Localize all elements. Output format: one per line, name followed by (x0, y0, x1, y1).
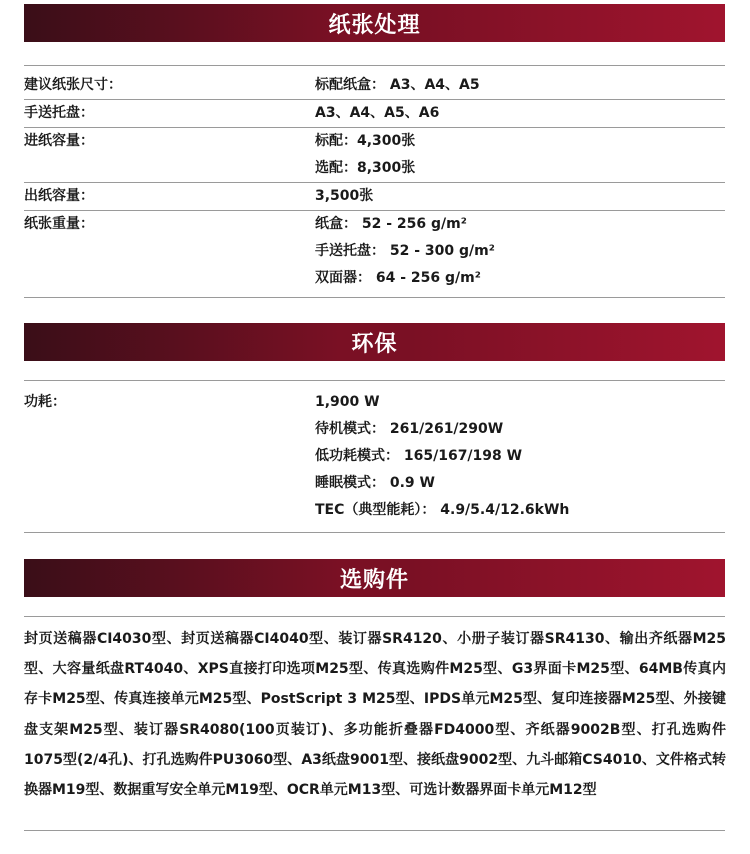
spec-row-output-capacity (24, 183, 725, 210)
section-divider (24, 532, 725, 533)
section-banner-paper (24, 4, 725, 42)
spec-row-bypass-tray (24, 100, 725, 127)
section-banner-options (24, 559, 725, 597)
spec-values (315, 211, 725, 292)
spec-value: A3、A4、A5、A6 (315, 105, 440, 121)
spec-values (315, 128, 725, 182)
spec-value: TEC（典型能耗）： 4.9/5.4/12.6kWh (315, 502, 570, 518)
section-divider (24, 616, 725, 617)
spec-value: 纸盒： 52 - 256 g/m² (315, 216, 467, 232)
section-title-eco: 环保 (351, 331, 398, 357)
spec-value: 双面器： 64 - 256 g/m² (315, 270, 481, 286)
spec-label: 建议纸张尺寸： (24, 77, 122, 93)
section-title-paper: 纸张处理 (328, 12, 421, 38)
spec-value: 手送托盘： 52 - 300 g/m² (315, 243, 495, 259)
section-title-options: 选购件 (339, 567, 409, 593)
section-banner-eco (24, 323, 725, 361)
spec-row-input-capacity (24, 128, 725, 182)
spec-value: 低功耗模式： 165/167/198 W (315, 448, 523, 464)
spec-values (315, 183, 725, 210)
spec-values (315, 389, 725, 524)
spec-label: 纸张重量： (24, 216, 94, 232)
spec-label: 手送托盘： (24, 105, 94, 121)
spec-values (315, 100, 725, 127)
spec-row-paper-weight (24, 211, 725, 292)
spec-value: 标配：4,300张 (315, 133, 416, 149)
spec-value: 睡眠模式： 0.9 W (315, 475, 435, 491)
section-divider (24, 830, 725, 831)
spec-label: 功耗： (24, 394, 66, 410)
spec-value: 标配纸盒： A3、A4、A5 (315, 77, 480, 93)
spec-value: 3,500张 (315, 188, 374, 204)
spec-values (315, 72, 725, 99)
spec-value: 待机模式： 261/261/290W (315, 421, 504, 437)
spec-label: 出纸容量： (24, 188, 94, 204)
spec-row-paper-size (24, 72, 725, 99)
paper-spec-table (24, 72, 725, 292)
spec-label: 进纸容量： (24, 133, 94, 149)
spec-value: 1,900 W (315, 394, 380, 410)
section-divider (24, 65, 725, 66)
section-divider (24, 380, 725, 381)
options-list-text: 封页送稿器CI4030型、封页送稿器CI4040型、装订器SR4120、小册子装订器SR4130、输出齐纸器M25型、大容量纸盘RT4040、XPS直接打印选项M25型、传真选购件M25型、G3界面卡M25型、64MB传真内存卡M25型、传真连接单元M25型、PostScript 3 M25型、IPDS单元M25型、复印连接器M25型、外接键盘支架M25型、装订器SR4080(100页装订)、多功能折叠器FD4000型、齐纸器9002B型、打孔选购件1075型(2/4孔)、打孔选购件PU3060型、A3纸盘9001型、接纸盘9002型、九斗邮箱CS4010、文件格式转换器M19型、数据重写安全单元M19型、OCR单元M13型、可选计数器界面卡单元M12型 (24, 631, 726, 799)
spec-row-power (24, 389, 725, 524)
eco-spec-table (24, 389, 725, 524)
spec-value: 选配：8,300张 (315, 160, 416, 176)
section-divider (24, 297, 725, 298)
